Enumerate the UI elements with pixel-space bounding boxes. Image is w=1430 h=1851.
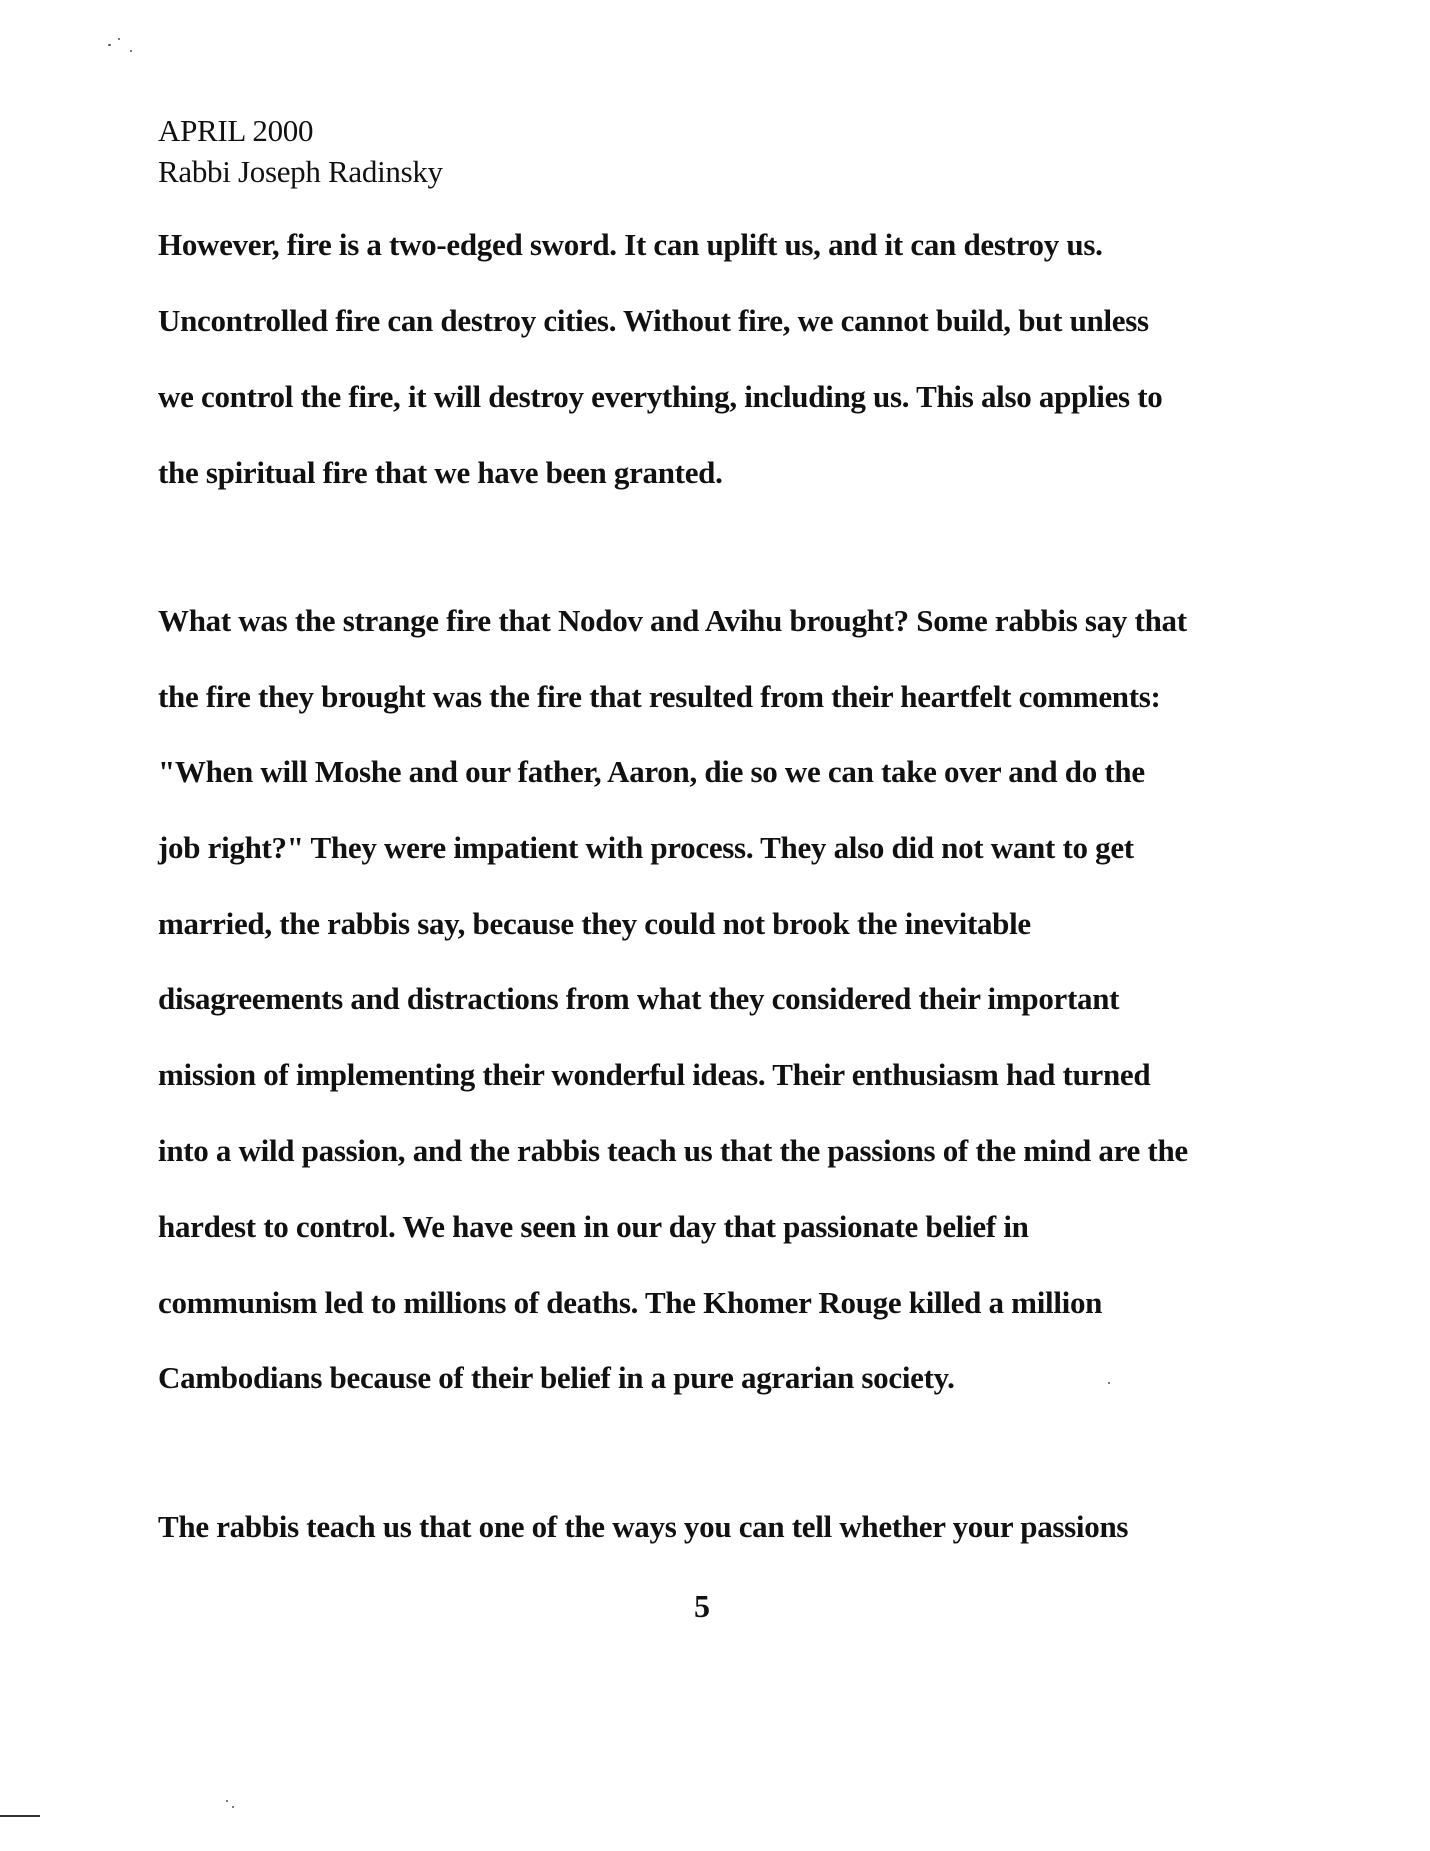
scan-speck [1108,1382,1110,1384]
body-line: the fire they brought was the fire that resulted from their heartfelt comments: [158,679,1161,714]
body-line: Uncontrolled fire can destroy cities. Without fire, we cannot build, but unless [158,303,1149,338]
scan-edge-mark [0,1815,40,1817]
body-line: What was the strange fire that Nodov and Avihu brought? Some rabbis say that [158,603,1187,638]
body-line: communism led to millions of deaths. The Khomer Rouge killed a million [158,1285,1103,1320]
body-line: disagreements and distractions from what they considered their important [158,981,1120,1016]
body-line: hardest to control. We have seen in our day that passionate belief in [158,1209,1029,1244]
scan-speck [226,1800,228,1802]
body-line: The rabbis teach us that one of the ways you can tell whether your passions [158,1509,1129,1544]
body-line: we control the fire, it will destroy everything, including us. This also applies to [158,379,1163,414]
body-line: job right?" They were impatient with process. They also did not want to get [158,830,1134,865]
scan-speck [108,44,111,46]
document-date: APRIL 2000 [158,113,314,148]
scan-speck [130,50,132,52]
body-line: Cambodians because of their belief in a pure agrarian society. [158,1360,955,1395]
page-number: 5 [694,1588,710,1624]
scan-speck [118,38,120,40]
body-line: the spiritual fire that we have been granted. [158,455,723,490]
body-line: into a wild passion, and the rabbis teach us that the passions of the mind are the [158,1133,1188,1168]
body-line: "When will Moshe and our father, Aaron, die so we can take over and do the [158,754,1145,789]
scan-speck [232,1806,234,1808]
body-line: However, fire is a two-edged sword. It can uplift us, and it can destroy us. [158,227,1103,262]
document-author: Rabbi Joseph Radinsky [158,154,443,189]
body-line: mission of implementing their wonderful ideas. Their enthusiasm had turned [158,1057,1151,1092]
body-line: married, the rabbis say, because they could not brook the inevitable [158,906,1031,941]
